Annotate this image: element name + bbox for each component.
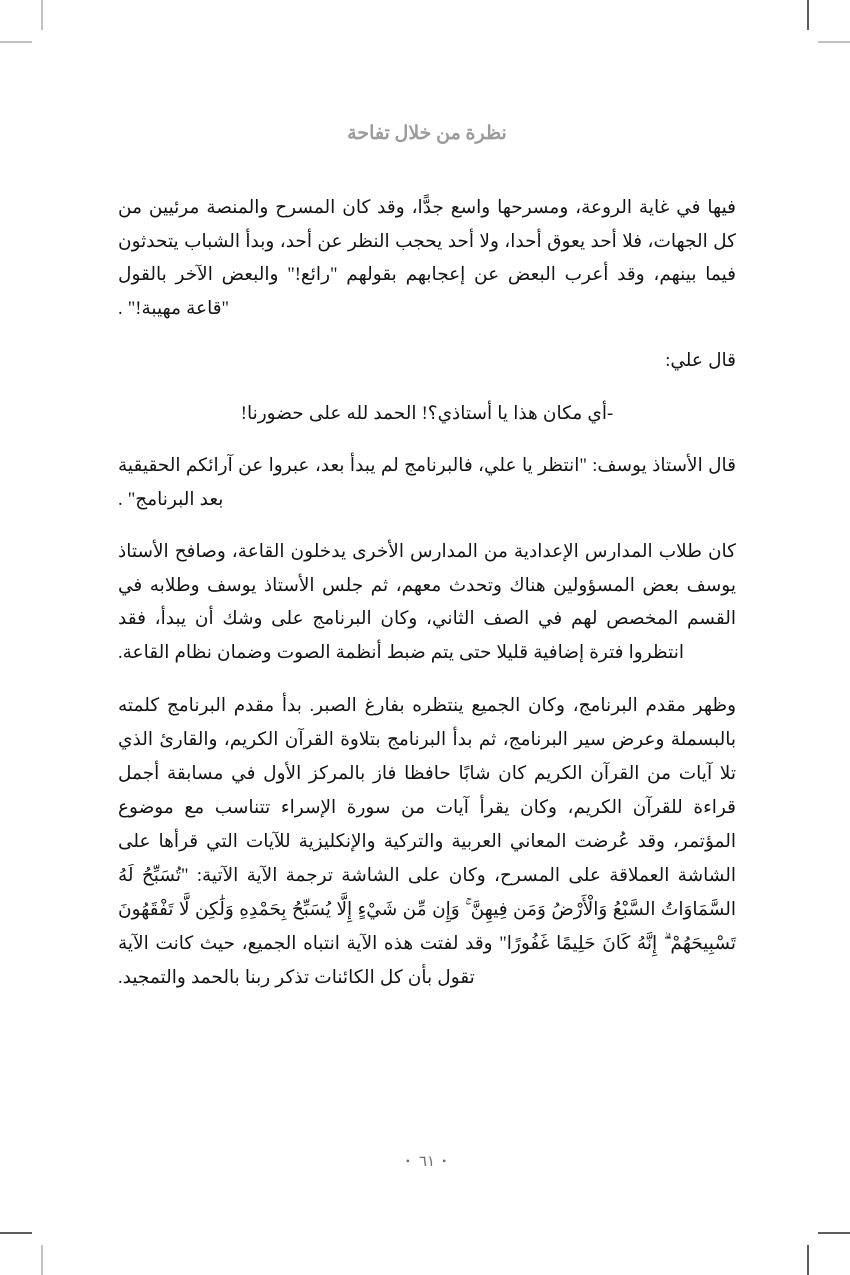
paragraph-1: فيها في غاية الروعة، ومسرحها واسع جدًّا، وقد كان المسرح والمنصة مرئيين من كل الجهات، فلا أحد يعوق أحدا، ولا أحد يحجب النظر عن أحد، وبدأ الشباب يتحدثون فيما بينهم، وقد أعرب البعض عن إعجابهم بقولهم "رائع!" والبعض الآخر بالقول "قاعة مهيبة!" .	[118, 198, 736, 319]
crop-mark-bottom-left-vertical	[41, 1245, 43, 1275]
paragraph-4: قال الأستاذ يوسف: "انتظر يا علي، فالبرنامج لم يبدأ بعد، عبروا عن آرائكم الحقيقية بعد البرنامج" .	[118, 456, 736, 510]
paragraph-6-with-quran-verse: وظهر مقدم البرنامج، وكان الجميع ينتظره بفارغ الصبر. بدأ مقدم البرنامج كلمته بالبسملة وعرض سير البرنامج، ثم بدأ البرنامج بتلاوة القرآن الكريم، والقارئ الذي تلا آيات من القرآن الكريم كان شابًا حافظا فاز بالمركز الأول في مسابقة أجمل قراءة للقرآن الكريم، وكان يقرأ آيات من سورة الإسراء تتناسب مع موضوع المؤتمر، وقد عُرضت المعاني العربية والتركية والإنكليزية للآيات التي قرأها على الشاشة العملاقة على المسرح، وكان على الشاشة ترجمة الآية الآتية: "تُسَبِّحُ لَهُ السَّمَاوَاتُ السَّبْعُ وَالْأَرْضُ وَمَن فِيهِنَّ ۚ وَإِن مِّن شَيْءٍ إِلَّا يُسَبِّحُ بِحَمْدِهِ وَلَٰكِن لَّا تَفْقَهُونَ تَسْبِيحَهُمْ ۗ إِنَّهُ كَانَ حَلِيمًا غَفُورًا" وقد لفتت هذه الآية انتباه الجميع، حيث كانت الآية تقول بأن كل الكائنات تذكر ربنا بالحمد والتمجيد.	[118, 696, 736, 988]
crop-mark-top-left-vertical	[41, 0, 43, 30]
crop-mark-bottom-right-vertical	[807, 1245, 809, 1275]
running-head: نظرة من خلال تفاحة	[347, 123, 507, 144]
page-number	[118, 1152, 736, 1171]
page-number-value: ٦١	[418, 1154, 436, 1170]
crop-mark-bottom-right-horizontal	[818, 1232, 850, 1234]
body-text	[118, 192, 736, 1014]
crop-mark-top-left-horizontal	[0, 41, 32, 43]
page-content	[118, 0, 736, 1275]
page-number-ornament-right: •	[405, 1154, 412, 1168]
paragraph-5: كان طلاب المدارس الإعدادية من المدارس الأخرى يدخلون القاعة، وصافح الأستاذ يوسف بعض المسؤولين هناك وتحدث معهم، ثم جلس الأستاذ يوسف وطلابه في القسم المخصص لهم في الصف الثاني، وكان البرنامج على وشك أن يبدأ، فقد انتظروا فترة إضافية قليلا حتى يتم ضبط أنظمة الصوت وضمان نظام القاعة.	[118, 542, 736, 663]
paragraph-2-speaker-line: قال علي:	[665, 351, 736, 371]
crop-mark-bottom-left-horizontal	[0, 1232, 32, 1234]
paragraph-3-dialogue-line: -أي مكان هذا يا أستاذي؟! الحمد لله على حضورنا!	[240, 403, 614, 424]
crop-mark-top-right-horizontal	[818, 41, 850, 43]
crop-mark-top-right-vertical	[807, 0, 809, 30]
page-number-ornament-left: •	[442, 1154, 449, 1168]
